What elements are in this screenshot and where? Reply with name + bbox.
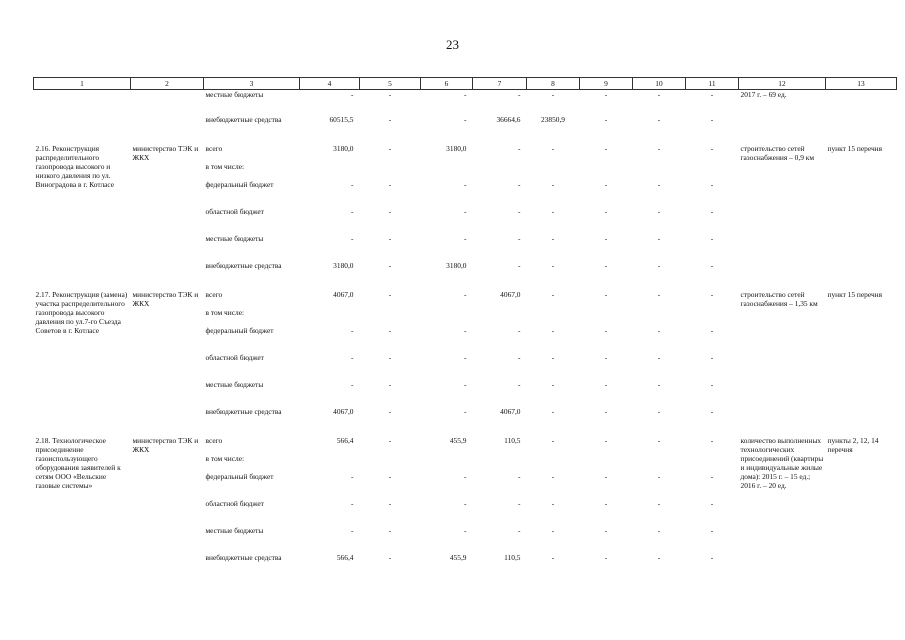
value-cell: - xyxy=(657,552,661,562)
value-cell: - xyxy=(551,143,555,153)
value-cell: 4067,0 xyxy=(500,289,521,299)
value-cell: - xyxy=(388,471,392,481)
value-cell xyxy=(527,454,580,472)
value-cell: - xyxy=(657,435,661,445)
value-cell: - xyxy=(604,352,608,362)
funding-source: местные бюджеты xyxy=(205,90,264,99)
funding-source: в том числе: xyxy=(205,161,245,171)
value-cell: - xyxy=(464,289,467,299)
value-cell xyxy=(300,308,360,326)
table-row xyxy=(34,144,897,162)
value-cell: - xyxy=(464,498,467,508)
value-cell: - xyxy=(604,179,608,189)
value-cell: - xyxy=(657,498,661,508)
column-header-13: 13 xyxy=(826,78,897,90)
executor: министерство ТЭК и ЖКХ xyxy=(132,435,199,454)
value-cell: - xyxy=(604,260,608,270)
value-cell: - xyxy=(518,325,521,335)
value-cell: - xyxy=(388,143,392,153)
value-cell: - xyxy=(518,498,521,508)
value-cell: - xyxy=(351,379,354,389)
value-cell: - xyxy=(464,90,467,99)
table-row xyxy=(34,90,897,115)
value-cell xyxy=(686,308,739,326)
value-cell: - xyxy=(464,325,467,335)
measure-name: 2.17. Реконструкция (замена) участка распределительного газопровода высокого давления по ул.7-го Съезда Советов в г. Котласе xyxy=(35,289,128,335)
value-cell: - xyxy=(464,233,467,243)
value-cell: - xyxy=(518,525,521,535)
funding-source: областной бюджет xyxy=(205,352,264,362)
value-cell: - xyxy=(388,260,392,270)
value-cell: - xyxy=(604,289,608,299)
funding-source: в том числе: xyxy=(205,453,245,463)
reference-cell: пункт 15 перечня xyxy=(827,289,883,299)
value-cell: - xyxy=(518,179,521,189)
value-cell: - xyxy=(604,90,608,99)
value-cell: - xyxy=(551,552,555,562)
value-cell: - xyxy=(710,260,714,270)
value-cell: - xyxy=(551,525,555,535)
empty-cell xyxy=(131,90,204,115)
value-cell: - xyxy=(657,325,661,335)
empty-cell xyxy=(826,115,897,144)
value-cell: 3180,0 xyxy=(333,260,354,270)
value-cell: - xyxy=(604,233,608,243)
value-cell: - xyxy=(351,206,354,216)
value-cell: - xyxy=(604,379,608,389)
value-cell: - xyxy=(464,379,467,389)
value-cell: - xyxy=(710,114,714,124)
column-header-9: 9 xyxy=(580,78,633,90)
value-cell: - xyxy=(710,325,714,335)
value-cell: - xyxy=(464,179,467,189)
value-cell: 3180,0 xyxy=(446,143,467,153)
value-cell: - xyxy=(657,179,661,189)
value-cell: - xyxy=(604,114,608,124)
value-cell xyxy=(360,162,421,180)
value-cell: 455,9 xyxy=(449,435,467,445)
value-cell: - xyxy=(604,498,608,508)
value-cell: - xyxy=(710,552,714,562)
result-cell xyxy=(739,115,826,144)
value-cell: - xyxy=(388,179,392,189)
column-header-7: 7 xyxy=(473,78,527,90)
value-cell: - xyxy=(657,525,661,535)
value-cell: - xyxy=(657,406,661,416)
value-cell: - xyxy=(551,179,555,189)
value-cell: - xyxy=(710,406,714,416)
value-cell: - xyxy=(464,352,467,362)
value-cell xyxy=(421,162,473,180)
funding-source: федеральный бюджет xyxy=(205,471,274,481)
value-cell: 110,5 xyxy=(504,552,521,562)
value-cell: - xyxy=(604,471,608,481)
executor: министерство ТЭК и ЖКХ xyxy=(132,143,199,162)
table-row xyxy=(34,290,897,308)
value-cell: - xyxy=(710,352,714,362)
reference-cell: пункт 15 перечня xyxy=(827,143,883,153)
value-cell: - xyxy=(518,379,521,389)
result-cell: строительство сетей газоснабжения – 1,35 км xyxy=(740,289,818,308)
value-cell xyxy=(300,454,360,472)
value-cell xyxy=(421,308,473,326)
column-header-12: 12 xyxy=(739,78,826,90)
value-cell: - xyxy=(657,206,661,216)
value-cell: - xyxy=(464,471,467,481)
value-cell: - xyxy=(551,406,555,416)
column-header-3: 3 xyxy=(204,78,300,90)
value-cell: - xyxy=(351,179,354,189)
value-cell: - xyxy=(657,143,661,153)
column-header-8: 8 xyxy=(527,78,580,90)
value-cell: - xyxy=(551,379,555,389)
value-cell xyxy=(473,162,527,180)
value-cell: - xyxy=(518,90,521,99)
result-cell: строительство сетей газоснабжения – 0,9 км xyxy=(740,143,815,162)
value-cell: - xyxy=(351,352,354,362)
column-number-row xyxy=(34,78,897,90)
value-cell: - xyxy=(388,406,392,416)
column-header-10: 10 xyxy=(633,78,686,90)
executor: министерство ТЭК и ЖКХ xyxy=(132,289,199,308)
value-cell: 3180,0 xyxy=(333,143,354,153)
column-header-4: 4 xyxy=(300,78,360,90)
value-cell: - xyxy=(518,206,521,216)
value-cell: - xyxy=(657,90,661,99)
value-cell: - xyxy=(551,471,555,481)
funding-source: внебюджетные средства xyxy=(205,114,282,124)
value-cell: - xyxy=(551,206,555,216)
value-cell: - xyxy=(657,352,661,362)
value-cell: - xyxy=(710,90,714,99)
value-cell xyxy=(686,162,739,180)
value-cell: 3180,0 xyxy=(446,260,467,270)
table-row xyxy=(34,436,897,454)
funding-source: всего xyxy=(205,435,223,445)
value-cell: - xyxy=(351,233,354,243)
table-row xyxy=(34,115,897,144)
value-cell: - xyxy=(388,114,392,124)
value-cell: 23850,9 xyxy=(540,114,566,124)
value-cell: 4067,0 xyxy=(333,406,354,416)
value-cell: - xyxy=(351,471,354,481)
value-cell: - xyxy=(710,435,714,445)
value-cell: - xyxy=(551,90,555,99)
funding-source: всего xyxy=(205,289,223,299)
value-cell: - xyxy=(351,498,354,508)
funding-source: местные бюджеты xyxy=(205,525,264,535)
value-cell xyxy=(527,162,580,180)
value-cell xyxy=(421,454,473,472)
value-cell xyxy=(473,308,527,326)
value-cell: - xyxy=(351,525,354,535)
value-cell: - xyxy=(351,90,354,99)
value-cell: - xyxy=(551,289,555,299)
value-cell xyxy=(473,454,527,472)
value-cell xyxy=(633,308,686,326)
empty-cell xyxy=(131,115,204,144)
funding-source: областной бюджет xyxy=(205,498,264,508)
value-cell: - xyxy=(388,206,392,216)
value-cell: - xyxy=(518,260,521,270)
value-cell xyxy=(300,162,360,180)
value-cell: - xyxy=(657,379,661,389)
value-cell: 4067,0 xyxy=(333,289,354,299)
value-cell xyxy=(580,162,633,180)
value-cell xyxy=(633,162,686,180)
value-cell: - xyxy=(710,379,714,389)
value-cell: 566,4 xyxy=(336,552,354,562)
value-cell xyxy=(360,308,421,326)
value-cell: - xyxy=(551,498,555,508)
funding-source: внебюджетные средства xyxy=(205,552,282,562)
value-cell: - xyxy=(464,206,467,216)
value-cell: - xyxy=(518,471,521,481)
value-cell: - xyxy=(710,233,714,243)
value-cell: 455,9 xyxy=(449,552,467,562)
result-cell: 2017 г. – 69 ед. xyxy=(740,90,787,99)
value-cell: - xyxy=(388,379,392,389)
value-cell: - xyxy=(388,435,392,445)
value-cell: - xyxy=(604,206,608,216)
empty-cell xyxy=(826,90,897,115)
funding-source: федеральный бюджет xyxy=(205,179,274,189)
value-cell: - xyxy=(604,435,608,445)
result-cell: количество выполненных технологических присоединений (квартиры и индивидуальные жилые дома): 2015 г. – 15 ед.; 2016 г. – 20 ед. xyxy=(740,435,824,490)
value-cell: - xyxy=(657,289,661,299)
funding-source: федеральный бюджет xyxy=(205,325,274,335)
value-cell: - xyxy=(551,233,555,243)
value-cell: - xyxy=(464,114,467,124)
value-cell xyxy=(633,454,686,472)
value-cell: - xyxy=(388,552,392,562)
value-cell: 60515,5 xyxy=(329,114,354,124)
value-cell: - xyxy=(464,525,467,535)
value-cell: - xyxy=(710,143,714,153)
value-cell: - xyxy=(657,114,661,124)
value-cell: - xyxy=(351,325,354,335)
value-cell: - xyxy=(710,525,714,535)
value-cell: - xyxy=(551,435,555,445)
column-header-2: 2 xyxy=(131,78,204,90)
empty-cell xyxy=(34,90,131,115)
value-cell: - xyxy=(518,352,521,362)
value-cell xyxy=(580,454,633,472)
page-number: 23 xyxy=(446,37,459,52)
value-cell: - xyxy=(388,352,392,362)
value-cell: - xyxy=(710,179,714,189)
value-cell: - xyxy=(464,406,467,416)
program-table xyxy=(33,77,897,582)
empty-cell xyxy=(34,115,131,144)
value-cell: - xyxy=(518,233,521,243)
value-cell: 566,4 xyxy=(336,435,354,445)
value-cell: - xyxy=(657,260,661,270)
value-cell xyxy=(527,308,580,326)
reference-cell: пункты 2, 12, 14 перечня xyxy=(827,435,879,454)
value-cell: - xyxy=(710,206,714,216)
column-header-11: 11 xyxy=(686,78,739,90)
value-cell: - xyxy=(388,498,392,508)
value-cell: - xyxy=(657,471,661,481)
value-cell: - xyxy=(604,143,608,153)
value-cell: - xyxy=(388,233,392,243)
value-cell xyxy=(686,454,739,472)
value-cell: 4067,0 xyxy=(500,406,521,416)
value-cell: - xyxy=(604,325,608,335)
value-cell xyxy=(580,308,633,326)
value-cell: - xyxy=(551,260,555,270)
column-header-1: 1 xyxy=(34,78,131,90)
value-cell: - xyxy=(518,143,521,153)
value-cell xyxy=(360,454,421,472)
funding-source: внебюджетные средства xyxy=(205,260,282,270)
value-cell: - xyxy=(551,325,555,335)
funding-source: всего xyxy=(205,143,223,153)
value-cell: - xyxy=(388,525,392,535)
value-cell: - xyxy=(710,289,714,299)
value-cell: 36664,6 xyxy=(496,114,521,124)
funding-source: местные бюджеты xyxy=(205,233,264,243)
column-header-5: 5 xyxy=(360,78,421,90)
value-cell: - xyxy=(604,525,608,535)
funding-source: в том числе: xyxy=(205,307,245,317)
value-cell: - xyxy=(388,90,392,99)
measure-name: 2.18. Технологическое присоединение газоиспользующего оборудования заявителей к сетям ООО «Вельские газовые системы» xyxy=(35,435,121,490)
funding-source: областной бюджет xyxy=(205,206,264,216)
value-cell: - xyxy=(551,352,555,362)
value-cell: 110,5 xyxy=(504,435,521,445)
value-cell: - xyxy=(388,289,392,299)
measure-name: 2.16. Реконструкция распределительного газопровода высокого и низкого давления по ул. Виноградова в г. Котласе xyxy=(35,143,115,189)
value-cell: - xyxy=(604,552,608,562)
value-cell: - xyxy=(604,406,608,416)
funding-source: внебюджетные средства xyxy=(205,406,282,416)
value-cell: - xyxy=(657,233,661,243)
value-cell: - xyxy=(710,471,714,481)
value-cell: - xyxy=(388,325,392,335)
value-cell: - xyxy=(710,498,714,508)
column-header-6: 6 xyxy=(421,78,473,90)
funding-source: местные бюджеты xyxy=(205,379,264,389)
